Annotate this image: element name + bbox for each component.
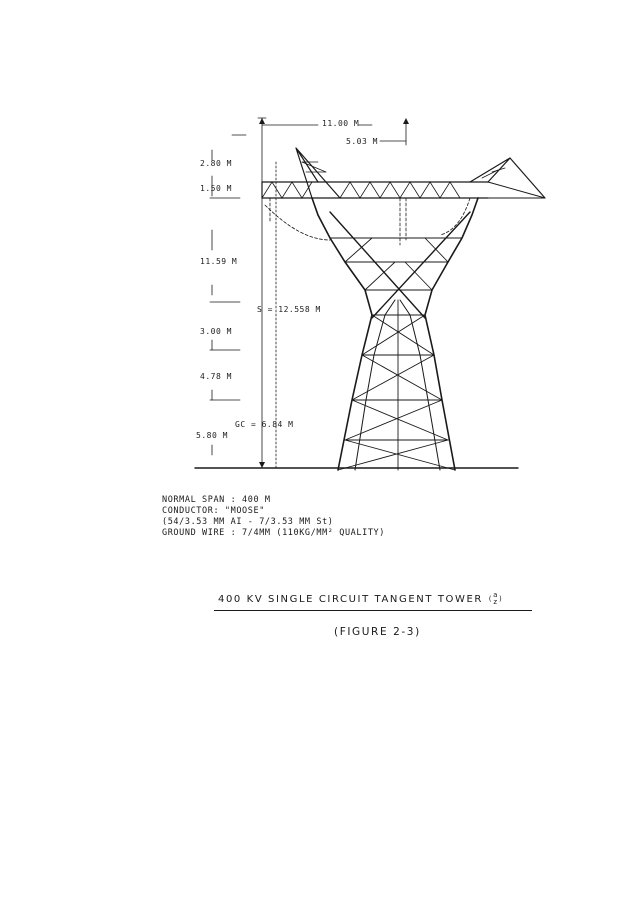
waist-bracing (330, 238, 462, 290)
note-conductor: CONDUCTOR: "MOOSE" (162, 506, 265, 516)
note-ground-wire: GROUND WIRE : 7/4MM (110KG/MM² QUALITY) (162, 528, 385, 538)
left-peak (296, 148, 340, 198)
waist-cross-b (372, 212, 470, 318)
title-fraction-den: z (493, 598, 499, 606)
cross-arm-lacing (262, 182, 460, 198)
left-peak-lacing (302, 162, 326, 172)
dim-h2: 1.50 M (200, 184, 232, 193)
waist-cross-a (330, 212, 425, 318)
dim-half-width: 5.03 M (346, 137, 378, 146)
right-arm-tip (488, 182, 545, 198)
dim-h3: 11.59 M (200, 257, 238, 266)
note-span: NORMAL SPAN : 400 M (162, 495, 271, 505)
note-conductor-spec: (54/3.53 MM AI - 7/3.53 MM St) (162, 517, 334, 527)
figure-title (218, 592, 503, 606)
dimension-ticks (259, 118, 409, 468)
dim-s-height: S = 12.558 M (257, 305, 321, 314)
dim-h5: 4.78 M (200, 372, 232, 381)
dim-h6: 5.80 M (196, 431, 228, 440)
title-fraction: ( a z ) (488, 591, 504, 606)
figure-title-text: 400 KV SINGLE CIRCUIT TANGENT TOWER (218, 594, 483, 605)
right-peak (470, 158, 545, 198)
tower-left-leg (312, 198, 372, 470)
top-dimension-lines (232, 120, 406, 240)
tower-inner-right (400, 300, 440, 470)
title-underline (214, 610, 532, 611)
dim-h4: 3.00 M (200, 327, 232, 336)
dim-h1: 2.80 M (200, 159, 232, 168)
dimension-lines (210, 118, 276, 468)
dim-top-width: 11.00 M (322, 119, 360, 128)
title-fraction-num: a (493, 591, 499, 599)
figure-label: (FIGURE 2-3) (334, 626, 421, 638)
dim-gc-height: GC = 6.84 M (235, 420, 294, 429)
